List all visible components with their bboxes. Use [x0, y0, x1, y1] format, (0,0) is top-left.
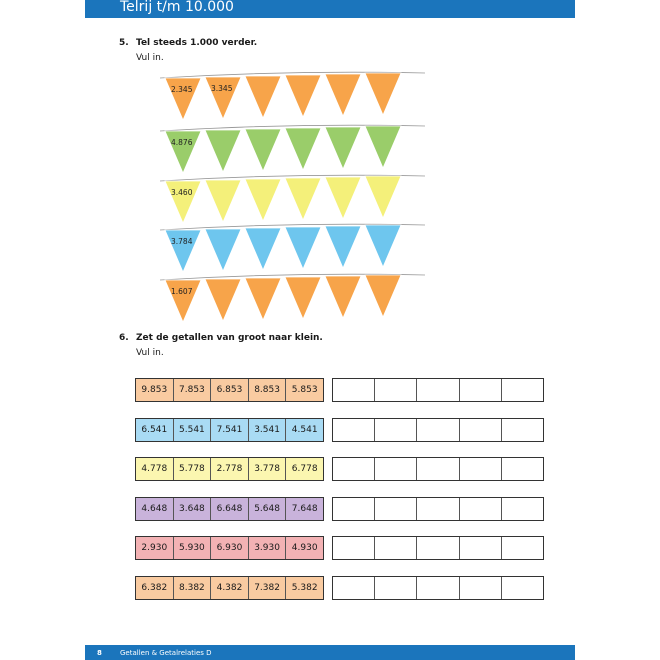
flag-label: 2.345: [171, 85, 193, 94]
book-title: Getallen & Getalrelaties D: [120, 649, 212, 657]
bunting-flag: [285, 277, 321, 319]
number-cell: 6.930: [211, 537, 249, 559]
answer-row: [332, 457, 544, 481]
number-cell: 6.541: [136, 419, 174, 441]
exercise-5-instruction: Vul in.: [136, 53, 164, 63]
number-cell: 7.382: [249, 577, 287, 599]
number-row: [135, 418, 324, 442]
exercise-6-instruction: Vul in.: [136, 348, 164, 358]
page-number: 8: [97, 649, 102, 657]
number-cell: 6.648: [211, 498, 249, 520]
number-cell: 5.778: [174, 458, 212, 480]
flag-label: 1.607: [171, 287, 193, 296]
bunting-flag: [285, 128, 321, 170]
answer-cell[interactable]: [460, 498, 502, 520]
answer-cell[interactable]: [502, 458, 543, 480]
bunting-flag: [285, 178, 321, 220]
number-row: [135, 497, 324, 521]
answer-cell[interactable]: [460, 577, 502, 599]
number-cell: 7.853: [174, 379, 212, 401]
answer-cell[interactable]: [502, 577, 543, 599]
number-cell: 4.648: [136, 498, 174, 520]
answer-row: [332, 576, 544, 600]
exercise-6-title: Zet de getallen van groot naar klein.: [136, 333, 323, 343]
answer-cell[interactable]: [502, 537, 543, 559]
number-cell: 5.648: [249, 498, 287, 520]
answer-cell[interactable]: [375, 458, 417, 480]
number-cell: 2.778: [211, 458, 249, 480]
number-row: [135, 457, 324, 481]
bunting-flag: [205, 229, 241, 271]
number-cell: 2.930: [136, 537, 174, 559]
answer-cell[interactable]: [375, 577, 417, 599]
number-cell: 5.930: [174, 537, 212, 559]
answer-row: [332, 418, 544, 442]
bunting-flag: [245, 179, 281, 221]
bunting-flag: [245, 228, 281, 270]
answer-cell[interactable]: [333, 577, 375, 599]
answer-cell[interactable]: [417, 577, 459, 599]
flag-label: 3.345: [211, 84, 233, 93]
answer-cell[interactable]: [502, 498, 543, 520]
exercise-5-title: Tel steeds 1.000 verder.: [136, 38, 258, 48]
number-cell: 4.778: [136, 458, 174, 480]
bunting-row: [160, 272, 425, 332]
flag-label: 3.784: [171, 237, 193, 246]
bunting-row: [160, 70, 425, 130]
number-cell: 8.853: [249, 379, 287, 401]
answer-cell[interactable]: [333, 498, 375, 520]
bunting-flag: [205, 180, 241, 222]
number-cell: 4.930: [291, 543, 318, 553]
number-cell: 3.648: [174, 498, 212, 520]
answer-cell[interactable]: [375, 379, 417, 401]
answer-cell[interactable]: [502, 379, 543, 401]
number-cell: 7.541: [211, 419, 249, 441]
answer-cell[interactable]: [417, 419, 459, 441]
flag-label: 3.460: [171, 188, 193, 197]
answer-cell[interactable]: [417, 379, 459, 401]
number-cell: 4.382: [211, 577, 249, 599]
answer-cell[interactable]: [375, 419, 417, 441]
bunting-flag: [205, 130, 241, 172]
number-cell: 5.382: [291, 583, 318, 593]
answer-cell[interactable]: [333, 419, 375, 441]
answer-cell[interactable]: [375, 537, 417, 559]
bunting-flag: [245, 129, 281, 171]
answer-cell[interactable]: [460, 537, 502, 559]
number-row: [135, 576, 324, 600]
answer-cell[interactable]: [460, 379, 502, 401]
bunting-flag: [325, 74, 361, 116]
number-cell: 3.930: [249, 537, 287, 559]
exercise-6-number: 6.: [119, 333, 129, 343]
answer-cell[interactable]: [375, 498, 417, 520]
page-title: Telrij t/m 10.000: [120, 0, 234, 15]
bunting-flag: [325, 226, 361, 268]
answer-cell[interactable]: [417, 498, 459, 520]
answer-cell[interactable]: [333, 458, 375, 480]
number-cell: 5.853: [291, 385, 318, 395]
bunting-flag: [245, 278, 281, 320]
bunting-flag: [285, 75, 321, 117]
answer-row: [332, 378, 544, 402]
bunting-flag: [365, 73, 401, 115]
answer-cell[interactable]: [333, 379, 375, 401]
bunting-flag: [325, 276, 361, 318]
number-cell: 6.853: [211, 379, 249, 401]
number-cell: 9.853: [136, 379, 174, 401]
bunting-flag: [365, 275, 401, 317]
number-cell: 6.382: [136, 577, 174, 599]
number-cell: 4.541: [291, 425, 318, 435]
answer-cell[interactable]: [333, 537, 375, 559]
number-row: [135, 378, 324, 402]
answer-cell[interactable]: [417, 458, 459, 480]
answer-cell[interactable]: [502, 419, 543, 441]
number-cell: 3.778: [249, 458, 287, 480]
number-cell: 7.648: [291, 504, 318, 514]
bunting-flag: [365, 126, 401, 168]
answer-row: [332, 536, 544, 560]
bunting-flag: [325, 177, 361, 219]
number-cell: 5.541: [174, 419, 212, 441]
number-cell: 6.778: [291, 464, 318, 474]
bunting-flag: [365, 176, 401, 218]
bunting-flag: [325, 127, 361, 169]
bunting-flag: [285, 227, 321, 269]
answer-row: [332, 497, 544, 521]
bunting-flag: [205, 279, 241, 321]
number-row: [135, 536, 324, 560]
number-cell: 3.541: [249, 419, 287, 441]
flag-label: 4.876: [171, 138, 193, 147]
bunting-flag: [365, 225, 401, 267]
answer-cell[interactable]: [460, 458, 502, 480]
answer-cell[interactable]: [417, 537, 459, 559]
bunting-flag: [245, 76, 281, 118]
exercise-5-number: 5.: [119, 38, 129, 48]
answer-cell[interactable]: [460, 419, 502, 441]
number-cell: 8.382: [174, 577, 212, 599]
